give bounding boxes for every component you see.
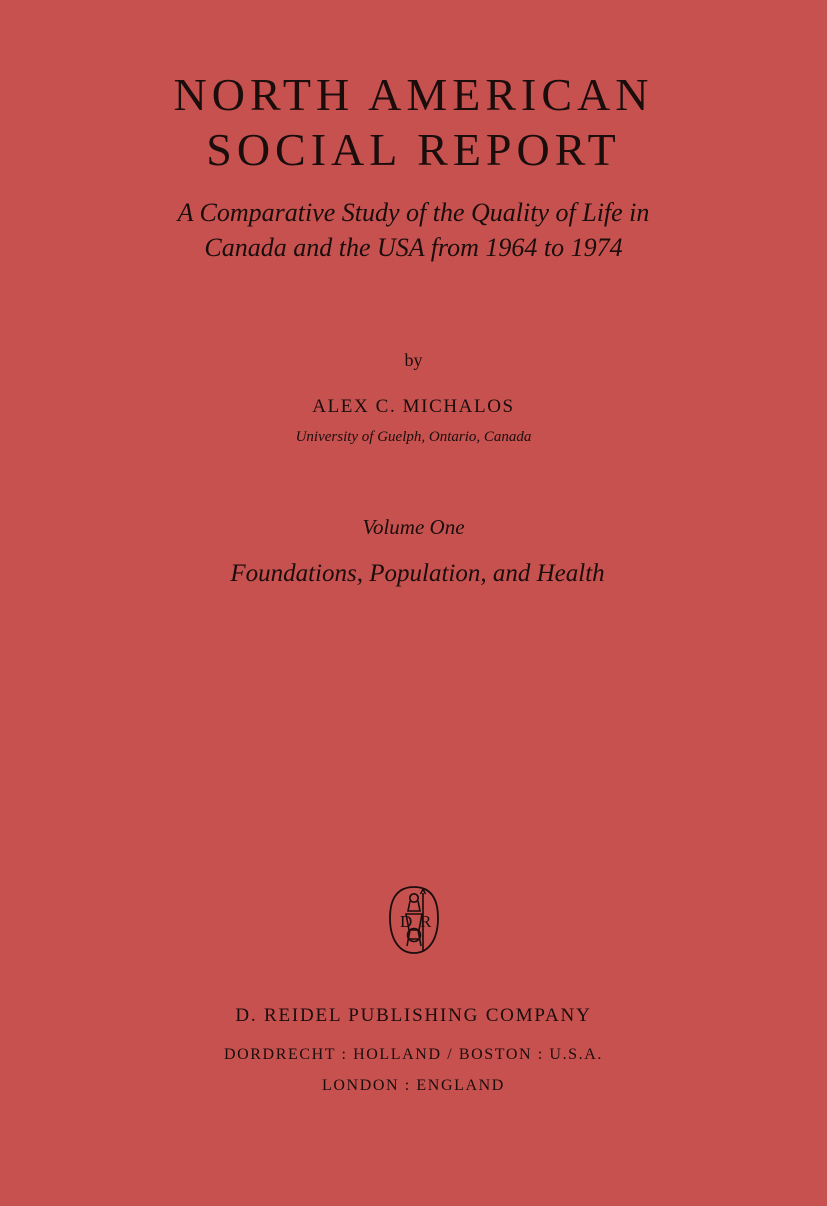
volume-title: Foundations, Population, and Health <box>230 560 605 587</box>
svg-text:R: R <box>420 912 432 931</box>
author-affiliation: University of Guelph, Ontario, Canada <box>295 429 532 445</box>
book-subtitle-line-1: A Comparative Study of the Quality of Life in <box>177 198 650 227</box>
publisher-name: D. REIDEL PUBLISHING COMPANY <box>235 1005 592 1026</box>
book-subtitle-line-2: Canada and the USA from 1964 to 1974 <box>204 233 623 262</box>
publisher-location-primary: DORDRECHT : HOLLAND / BOSTON : U.S.A. <box>223 1046 604 1063</box>
svg-text:D: D <box>400 912 413 931</box>
book-title-line-1: NORTH AMERICAN <box>173 69 654 120</box>
publisher-location-secondary: LONDON : ENGLAND <box>322 1077 505 1094</box>
volume-label: Volume One <box>362 515 465 539</box>
publisher-logo-icon <box>386 884 442 956</box>
book-title-line-2: SOCIAL REPORT <box>206 124 621 175</box>
by-label: by <box>404 350 423 370</box>
author-name: ALEX C. MICHALOS <box>312 396 515 417</box>
